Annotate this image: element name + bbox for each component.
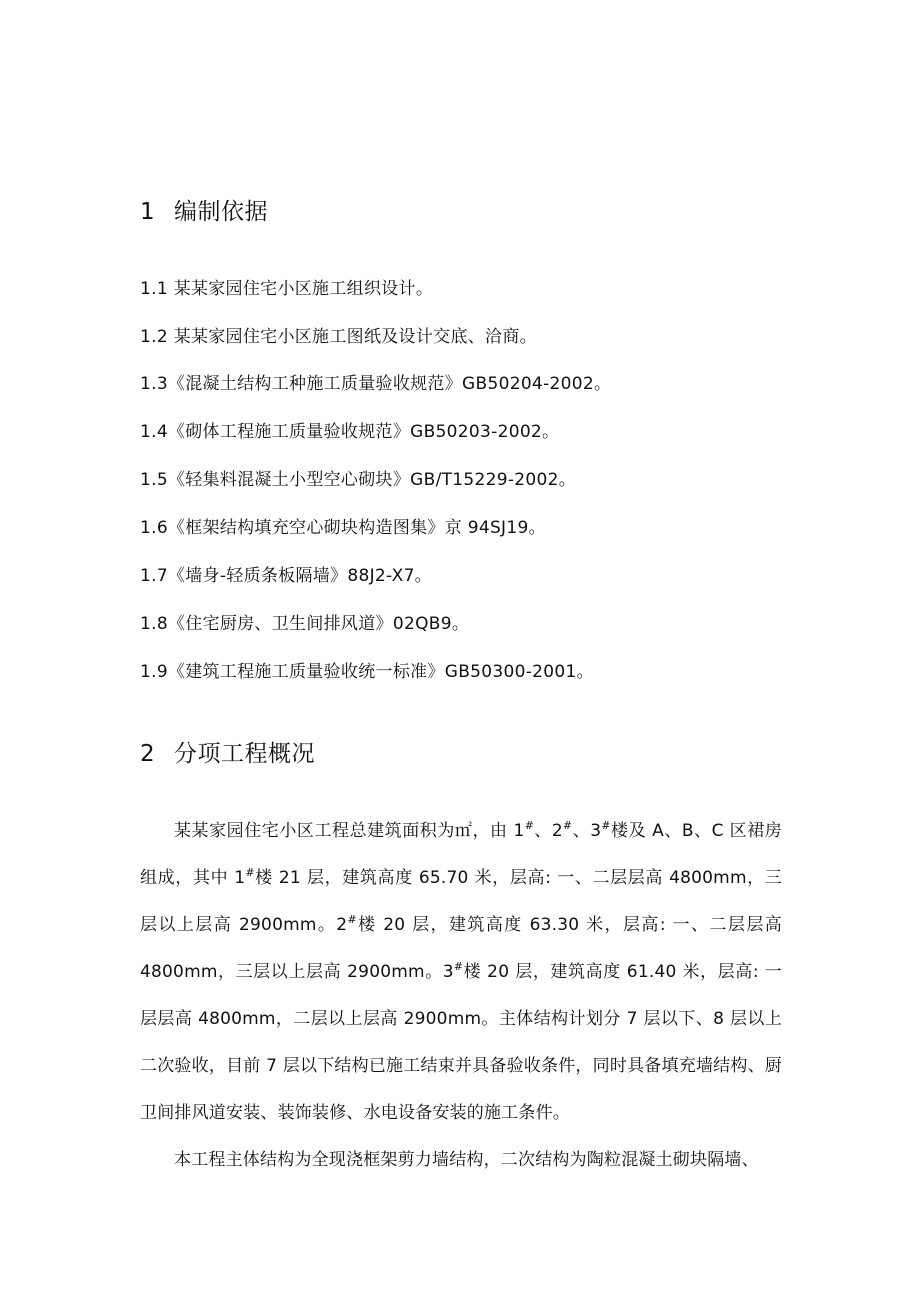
reference-item-1-4: 1.4《砌体工程施工质量验收规范》GB50203-2002。	[140, 422, 560, 442]
building-mark: #	[245, 866, 255, 879]
section-1-title: 编制依据	[174, 199, 268, 225]
overview-text-2: 、2	[533, 821, 563, 841]
section-2-heading	[140, 739, 315, 769]
reference-item-1-7: 1.7《墙身-轻质条板隔墙》88J2-X7。	[140, 566, 432, 586]
section-1-heading	[140, 197, 268, 227]
reference-item-1-8: 1.8《住宅厨房、卫生间排风道》02QB9。	[140, 614, 470, 634]
structure-paragraph: 本工程主体结构为全现浇框架剪力墙结构，二次结构为陶粒混凝土砌块隔墙、	[174, 1150, 759, 1170]
building-mark: #	[524, 819, 534, 832]
overview-text-7: 楼 20 层，建筑高度 61.40 米，层高: 一层层高 4800mm，二层以上层高 2900mm。主体结构计划分 7 层以下、8 层以上二次验收，目前 7 层以下结构已施工结束并具备验收条件，同时具备填充墙结构、厨卫间排风道安装、装饰装修、水电设备安装的施工条件。	[140, 962, 782, 1123]
reference-item-1-1: 1.1 某某家园住宅小区施工组织设计。	[140, 279, 434, 299]
overview-text-5: 楼 21 层，建筑高度 65.70 米，层高: 一、二层层高 4800mm，三层以上层高 2900mm。2	[140, 868, 782, 935]
building-mark: #	[347, 913, 357, 926]
overview-paragraph	[140, 808, 782, 1137]
reference-item-1-5: 1.5《轻集料混凝土小型空心砌块》GB/T15229-2002。	[140, 470, 577, 490]
reference-item-1-6: 1.6《框架结构填充空心砌块构造图集》京 94SJ19。	[140, 518, 546, 538]
building-mark: #	[453, 960, 464, 973]
overview-text-4: 楼及 A、B、C 区裙房组成，其中 1	[140, 821, 783, 888]
section-2-number: 2	[140, 741, 156, 767]
building-mark: #	[562, 819, 573, 832]
overview-text-3: 、3	[572, 821, 602, 841]
overview-text-1: 某某家园住宅小区工程总建筑面积为㎡，由 1	[174, 821, 525, 841]
reference-item-1-9: 1.9《建筑工程施工质量验收统一标准》GB50300-2001。	[140, 662, 594, 682]
reference-item-1-3: 1.3《混凝土结构工种施工质量验收规范》GB50204-2002。	[140, 374, 612, 394]
section-2-title: 分项工程概况	[174, 741, 315, 767]
building-mark: #	[601, 819, 611, 832]
overview-text-6: 楼 20 层，建筑高度 63.30 米，层高: 一、二层层高 4800mm，三层以上层高 2900mm。3	[140, 915, 783, 982]
reference-item-1-2: 1.2 某某家园住宅小区施工图纸及设计交底、洽商。	[140, 327, 537, 347]
section-1-number: 1	[140, 199, 156, 225]
